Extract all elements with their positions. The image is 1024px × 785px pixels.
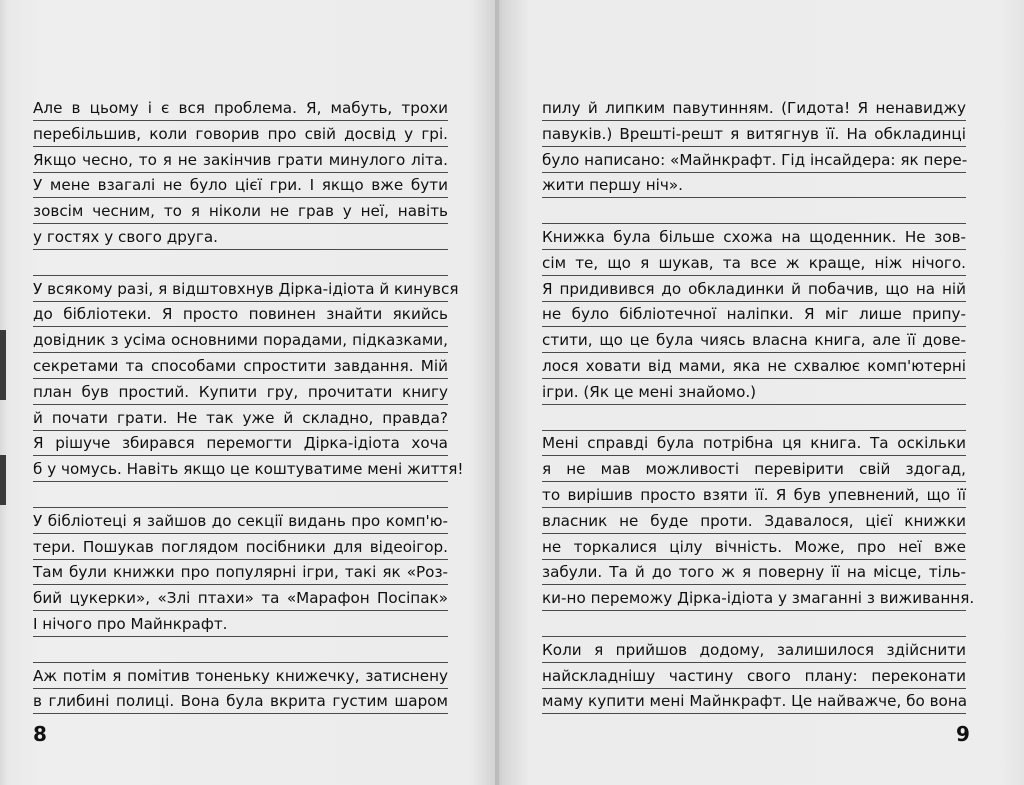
text-line: власник не буде проти. Здавалося, цієї книжки: [542, 509, 966, 534]
text-line: секретами та способами спростити завдання. Мій: [33, 354, 448, 379]
text-line: Аж потім я помітив тоненьку книжечку, затиснену: [33, 664, 448, 689]
text-line: й почати грати. Не так уже й складно, правда?: [33, 406, 448, 431]
text-line: забули. Та й до того ж я поверну її на місце, тіль-: [542, 560, 966, 585]
text-line: довідник з усіма основними порадами, підказками,: [33, 328, 448, 353]
text-line: [33, 638, 448, 663]
text-line: жити першу ніч».: [542, 173, 966, 198]
text-line: стити, що це була чиясь власна книга, але її дове-: [542, 328, 966, 353]
text-line: до бібліотеки. Я просто повинен знайти якийсь: [33, 302, 448, 327]
text-line: Якщо чесно, то я не закінчив грати минулого літа.: [33, 148, 448, 173]
text-line: у гостях у свого друга.: [33, 225, 448, 250]
text-line: найскладнішу частину свого плану: переконати: [542, 664, 966, 689]
page-number-right: 9: [956, 722, 970, 746]
text-line: лося ховати від мами, яка не схвалює комп'ютерні: [542, 354, 966, 379]
text-line: Мені справді була потрібна ця книга. Та оскільки: [542, 431, 966, 456]
text-line: павуків.) Врешті-решт я витягнув її. На обкладинці: [542, 122, 966, 147]
binding-mark: [0, 455, 6, 505]
text-line: план був простий. Купити гру, прочитати книгу: [33, 380, 448, 405]
left-page: [0, 0, 497, 785]
text-line: я не мав можливості перевірити свій здогад,: [542, 457, 966, 482]
text-line: ки-но переможу Дірка-ідіота у змаганні з виживання.: [542, 586, 966, 611]
text-line: сім те, що я шукав, та все ж краще, ніж нічого.: [542, 251, 966, 276]
text-line: Коли я прийшов додому, залишилося здійснити: [542, 638, 966, 663]
text-line: У всякому разі, я відштовхнув Дірка-ідіота й кинувся: [33, 277, 448, 302]
text-line: пилу й липким павутинням. (Гидота! Я ненавиджу: [542, 96, 966, 121]
text-line: [542, 612, 966, 637]
binding-mark: [0, 330, 6, 400]
text-line: Я придивився до обкладинки й побачив, що на ній: [542, 277, 966, 302]
text-line: Я рішуче збирався перемогти Дірка-ідіота хоча: [33, 431, 448, 456]
text-line: не торкалися цілу вічність. Може, про неї вже: [542, 535, 966, 560]
text-line: [542, 199, 966, 224]
text-line: Там були книжки про популярні ігри, такі як «Роз-: [33, 560, 448, 585]
text-line: бий цукерки», «Злі птахи» та «Марафон Посіпак»: [33, 586, 448, 611]
text-line: було написано: «Майнкрафт. Гід інсайдера: як пере-: [542, 148, 966, 173]
text-line: тери. Пошукав поглядом посібники для відеоігор.: [33, 535, 448, 560]
text-line: Книжка була більше схожа на щоденник. Не зов-: [542, 225, 966, 250]
text-line: перебільшив, коли говорив про свій досвід у грі.: [33, 122, 448, 147]
text-line: І нічого про Майнкрафт.: [33, 612, 448, 637]
text-line: Але в цьому і є вся проблема. Я, мабуть, трохи: [33, 96, 448, 121]
text-line: маму купити мені Майнкрафт. Це найважче, бо вона: [542, 689, 966, 714]
page-number-left: 8: [33, 722, 47, 746]
text-line: [542, 406, 966, 431]
text-line: У бібліотеці я зайшов до секції видань про комп'ю-: [33, 509, 448, 534]
text-line: зовсім чесним, то я ніколи не грав у неї, навіть: [33, 199, 448, 224]
text-line: [33, 251, 448, 276]
text-line: б у чомусь. Навіть якщо це коштуватиме мені життя!: [33, 457, 448, 482]
right-page: [499, 0, 1024, 785]
text-line: не було бібліотечної наліпки. Я міг лише припу-: [542, 302, 966, 327]
text-line: [33, 483, 448, 508]
text-line: У мене взагалі не було цієї гри. І якщо вже бути: [33, 173, 448, 198]
text-line: то вирішив просто взяти її. Я був упевнений, що її: [542, 483, 966, 508]
text-line: в глибині полиці. Вона була вкрита густим шаром: [33, 689, 448, 714]
text-line: ігри. (Як це мені знайомо.): [542, 380, 966, 405]
